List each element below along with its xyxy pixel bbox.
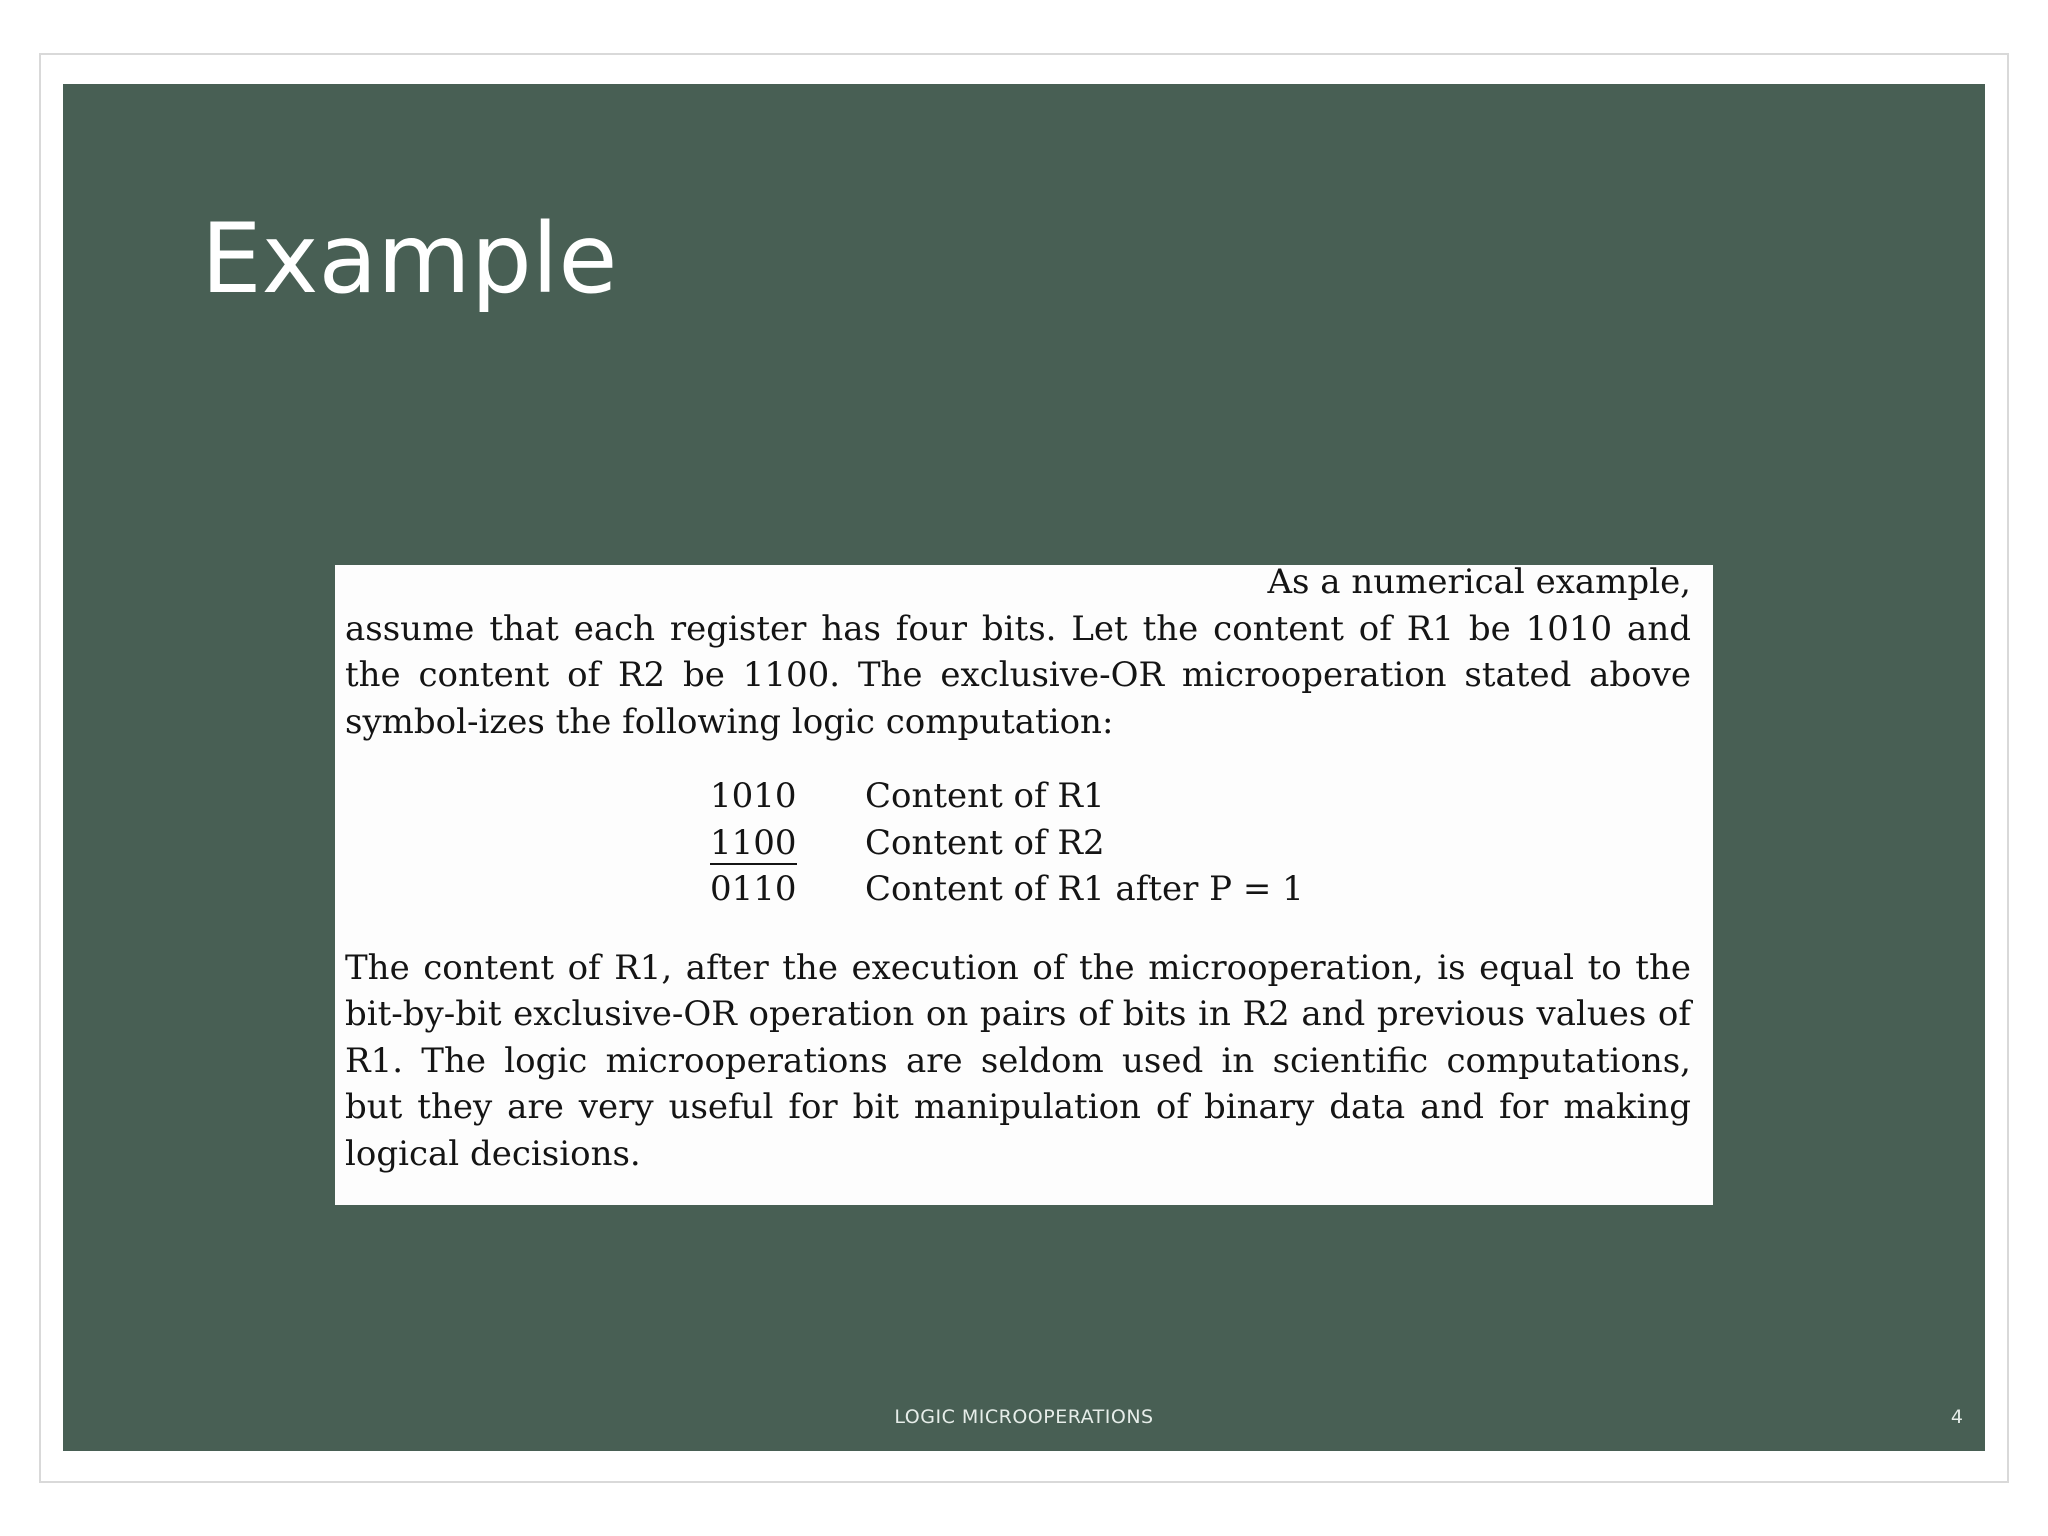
slide <box>63 84 1985 1451</box>
intro-first-line: As a numerical example, <box>1267 565 1691 602</box>
intro-text: assume that each register has four bits. Let the content of R1 be 1010 and the content of R2 be 1100. The exclusive-OR microoperation stated above symbol-izes the following logic computation: <box>345 608 1691 742</box>
computation-bits: 0110 <box>710 869 797 909</box>
xor-computation-table <box>710 773 1304 913</box>
computation-row <box>710 820 1304 867</box>
computation-description: Content of R1 <box>865 776 1105 816</box>
computation-description: Content of R1 after P = 1 <box>865 869 1304 909</box>
computation-row <box>710 773 1304 820</box>
computation-row <box>710 866 1304 913</box>
slide-footer: LOGIC MICROOPERATIONS <box>894 1406 1154 1428</box>
computation-bits: 1010 <box>710 776 797 816</box>
slide-page-number: 4 <box>1950 1406 1963 1428</box>
intro-paragraph <box>345 565 1691 745</box>
computation-description: Content of R2 <box>865 822 1105 863</box>
computation-bits: 1100 <box>710 822 797 863</box>
slide-title: Example <box>201 203 618 315</box>
conclusion-paragraph: The content of R1, after the execution of the microoperation, is equal to the bit-by-bit exclusive-OR operation on pairs of bits in R2 and previous values of R1. The logic microoperations are seldom used in scientific computations, but they are very useful for bit manipulation of binary data and for making logical decisions. <box>345 947 1691 1174</box>
textbook-excerpt-image <box>335 565 1713 1205</box>
